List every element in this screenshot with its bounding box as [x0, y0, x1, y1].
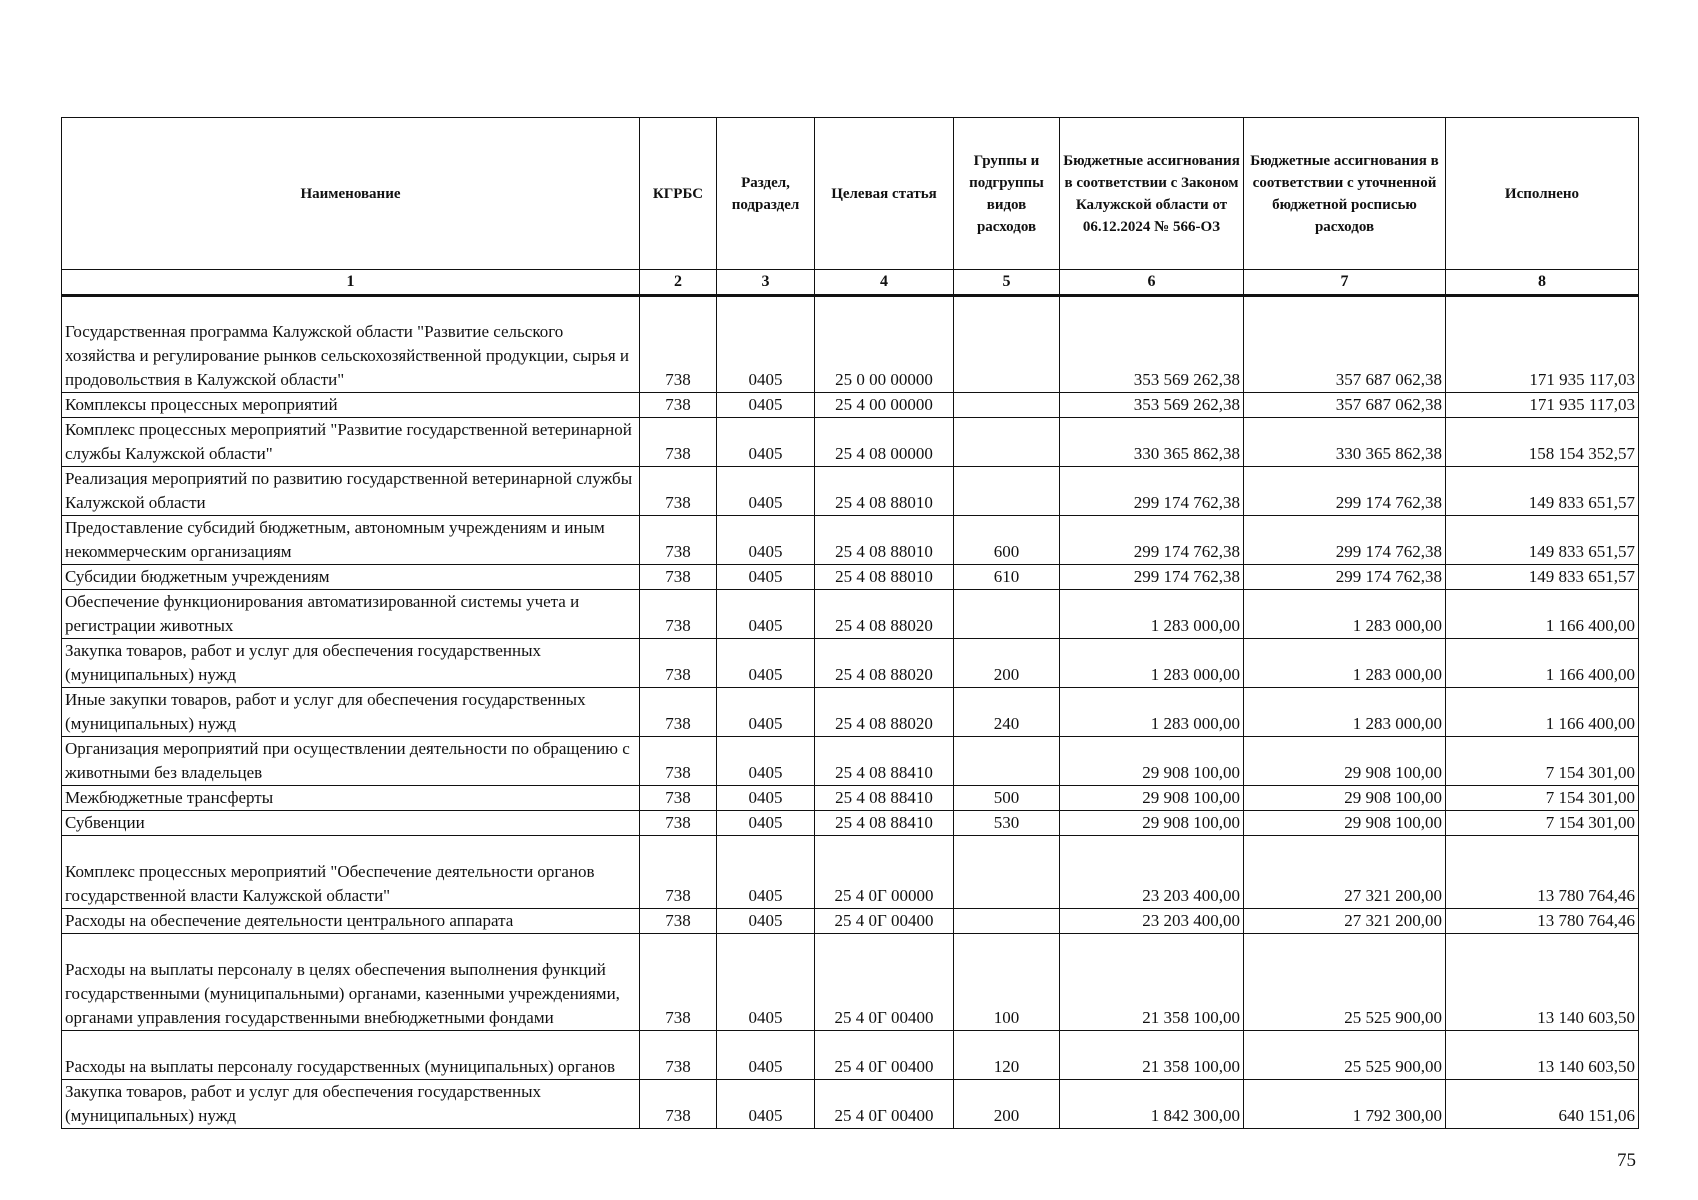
row-name: Иные закупки товаров, работ и услуг для обеспечения государственных (муниципальных) нужд	[62, 688, 640, 737]
row-name: Расходы на выплаты персоналу в целях обеспечения выполнения функций государственными (муниципальными) органами, казенными учреждениями, органами управления государственными внебюджетными фондами	[62, 934, 640, 1031]
row-kgrbs: 738	[640, 296, 717, 393]
row-refined-amount: 25 525 900,00	[1244, 934, 1446, 1031]
row-target: 25 4 0Г 00400	[815, 1080, 954, 1129]
row-group: 100	[954, 934, 1060, 1031]
row-law-amount: 29 908 100,00	[1060, 737, 1244, 786]
row-section: 0405	[717, 467, 815, 516]
row-name: Расходы на выплаты персоналу государственных (муниципальных) органов	[62, 1031, 640, 1080]
row-law-amount: 330 365 862,38	[1060, 418, 1244, 467]
row-executed-amount: 13 140 603,50	[1446, 1031, 1639, 1080]
row-kgrbs: 738	[640, 565, 717, 590]
row-refined-amount: 357 687 062,38	[1244, 393, 1446, 418]
row-law-amount: 21 358 100,00	[1060, 934, 1244, 1031]
row-refined-amount: 29 908 100,00	[1244, 737, 1446, 786]
row-section: 0405	[717, 639, 815, 688]
row-law-amount: 29 908 100,00	[1060, 786, 1244, 811]
row-law-amount: 353 569 262,38	[1060, 296, 1244, 393]
row-group	[954, 296, 1060, 393]
header-row	[62, 118, 1639, 270]
row-target: 25 4 0Г 00400	[815, 1031, 954, 1080]
row-refined-amount: 29 908 100,00	[1244, 786, 1446, 811]
row-group	[954, 393, 1060, 418]
table-row	[62, 565, 1639, 590]
row-law-amount: 1 283 000,00	[1060, 590, 1244, 639]
table-row	[62, 688, 1639, 737]
column-number: 3	[717, 270, 815, 296]
row-section: 0405	[717, 909, 815, 934]
row-kgrbs: 738	[640, 516, 717, 565]
row-kgrbs: 738	[640, 688, 717, 737]
column-number: 2	[640, 270, 717, 296]
row-refined-amount: 299 174 762,38	[1244, 467, 1446, 516]
row-name: Комплексы процессных мероприятий	[62, 393, 640, 418]
row-target: 25 4 08 88020	[815, 590, 954, 639]
row-refined-amount: 299 174 762,38	[1244, 565, 1446, 590]
row-target: 25 4 0Г 00400	[815, 909, 954, 934]
row-executed-amount: 7 154 301,00	[1446, 811, 1639, 836]
row-name: Реализация мероприятий по развитию государственной ветеринарной службы Калужской области	[62, 467, 640, 516]
row-executed-amount: 149 833 651,57	[1446, 565, 1639, 590]
row-executed-amount: 7 154 301,00	[1446, 786, 1639, 811]
row-executed-amount: 1 166 400,00	[1446, 639, 1639, 688]
row-executed-amount: 149 833 651,57	[1446, 467, 1639, 516]
row-refined-amount: 357 687 062,38	[1244, 296, 1446, 393]
row-kgrbs: 738	[640, 811, 717, 836]
row-kgrbs: 738	[640, 737, 717, 786]
row-name: Закупка товаров, работ и услуг для обеспечения государственных (муниципальных) нужд	[62, 1080, 640, 1129]
row-law-amount: 29 908 100,00	[1060, 811, 1244, 836]
column-number-row	[62, 270, 1639, 296]
row-refined-amount: 299 174 762,38	[1244, 516, 1446, 565]
row-law-amount: 23 203 400,00	[1060, 836, 1244, 909]
row-target: 25 4 08 88010	[815, 565, 954, 590]
column-number: 4	[815, 270, 954, 296]
row-name: Закупка товаров, работ и услуг для обеспечения государственных (муниципальных) нужд	[62, 639, 640, 688]
row-section: 0405	[717, 565, 815, 590]
table-row	[62, 811, 1639, 836]
table-row	[62, 393, 1639, 418]
row-kgrbs: 738	[640, 836, 717, 909]
row-executed-amount: 640 151,06	[1446, 1080, 1639, 1129]
row-section: 0405	[717, 296, 815, 393]
row-section: 0405	[717, 418, 815, 467]
table-row	[62, 418, 1639, 467]
row-target: 25 4 08 88010	[815, 516, 954, 565]
budget-table	[61, 117, 1639, 1129]
row-law-amount: 1 283 000,00	[1060, 639, 1244, 688]
row-refined-amount: 1 283 000,00	[1244, 590, 1446, 639]
row-executed-amount: 13 780 764,46	[1446, 909, 1639, 934]
table-row	[62, 1031, 1639, 1080]
row-group: 600	[954, 516, 1060, 565]
row-name: Обеспечение функционирования автоматизированной системы учета и регистрации животных	[62, 590, 640, 639]
row-name: Расходы на обеспечение деятельности центрального аппарата	[62, 909, 640, 934]
row-target: 25 4 08 88410	[815, 811, 954, 836]
row-target: 25 4 0Г 00400	[815, 934, 954, 1031]
row-group	[954, 909, 1060, 934]
row-name: Государственная программа Калужской области "Развитие сельского хозяйства и регулирование рынков сельскохозяйственной продукции, сырья и продовольствия в Калужской области"	[62, 296, 640, 393]
row-executed-amount: 7 154 301,00	[1446, 737, 1639, 786]
table-row	[62, 836, 1639, 909]
table-row	[62, 590, 1639, 639]
row-group: 200	[954, 1080, 1060, 1129]
row-group	[954, 836, 1060, 909]
row-target: 25 4 0Г 00000	[815, 836, 954, 909]
row-executed-amount: 158 154 352,57	[1446, 418, 1639, 467]
row-refined-amount: 1 792 300,00	[1244, 1080, 1446, 1129]
row-section: 0405	[717, 516, 815, 565]
row-kgrbs: 738	[640, 418, 717, 467]
row-group: 240	[954, 688, 1060, 737]
row-section: 0405	[717, 1031, 815, 1080]
table-row	[62, 909, 1639, 934]
row-law-amount: 23 203 400,00	[1060, 909, 1244, 934]
header-law: Бюджетные ассигнования в соответствии с Законом Калужской области от 06.12.2024 № 566-ОЗ	[1060, 118, 1244, 270]
table-row	[62, 786, 1639, 811]
row-law-amount: 21 358 100,00	[1060, 1031, 1244, 1080]
column-number: 8	[1446, 270, 1639, 296]
row-name: Комплекс процессных мероприятий "Обеспечение деятельности органов государственной власти Калужской области"	[62, 836, 640, 909]
row-law-amount: 299 174 762,38	[1060, 516, 1244, 565]
column-number: 5	[954, 270, 1060, 296]
row-executed-amount: 13 140 603,50	[1446, 934, 1639, 1031]
row-executed-amount: 13 780 764,46	[1446, 836, 1639, 909]
row-refined-amount: 1 283 000,00	[1244, 639, 1446, 688]
header-executed: Исполнено	[1446, 118, 1639, 270]
row-kgrbs: 738	[640, 1031, 717, 1080]
row-law-amount: 299 174 762,38	[1060, 565, 1244, 590]
row-target: 25 4 08 88410	[815, 737, 954, 786]
row-section: 0405	[717, 737, 815, 786]
table-row	[62, 934, 1639, 1031]
header-group: Группы и подгруппы видов расходов	[954, 118, 1060, 270]
row-refined-amount: 330 365 862,38	[1244, 418, 1446, 467]
table-header	[62, 118, 1639, 296]
row-section: 0405	[717, 934, 815, 1031]
row-name: Организация мероприятий при осуществлении деятельности по обращению с животными без владельцев	[62, 737, 640, 786]
table-row	[62, 1080, 1639, 1129]
table-body	[62, 296, 1639, 1129]
row-section: 0405	[717, 688, 815, 737]
header-target: Целевая статья	[815, 118, 954, 270]
row-group	[954, 418, 1060, 467]
row-section: 0405	[717, 836, 815, 909]
row-target: 25 4 00 00000	[815, 393, 954, 418]
row-executed-amount: 171 935 117,03	[1446, 393, 1639, 418]
row-name: Межбюджетные трансферты	[62, 786, 640, 811]
row-group: 120	[954, 1031, 1060, 1080]
row-executed-amount: 171 935 117,03	[1446, 296, 1639, 393]
column-number: 6	[1060, 270, 1244, 296]
row-group: 200	[954, 639, 1060, 688]
row-kgrbs: 738	[640, 467, 717, 516]
row-target: 25 0 00 00000	[815, 296, 954, 393]
row-executed-amount: 1 166 400,00	[1446, 590, 1639, 639]
row-kgrbs: 738	[640, 639, 717, 688]
row-law-amount: 353 569 262,38	[1060, 393, 1244, 418]
row-law-amount: 1 283 000,00	[1060, 688, 1244, 737]
row-name: Предоставление субсидий бюджетным, автономным учреждениям и иным некоммерческим организациям	[62, 516, 640, 565]
row-target: 25 4 08 88020	[815, 688, 954, 737]
row-target: 25 4 08 88010	[815, 467, 954, 516]
row-group	[954, 590, 1060, 639]
row-section: 0405	[717, 393, 815, 418]
row-refined-amount: 27 321 200,00	[1244, 836, 1446, 909]
row-kgrbs: 738	[640, 786, 717, 811]
header-kgrbs: КГРБС	[640, 118, 717, 270]
row-group: 610	[954, 565, 1060, 590]
header-section: Раздел, подраздел	[717, 118, 815, 270]
row-name: Субвенции	[62, 811, 640, 836]
row-refined-amount: 29 908 100,00	[1244, 811, 1446, 836]
row-target: 25 4 08 88410	[815, 786, 954, 811]
row-target: 25 4 08 00000	[815, 418, 954, 467]
row-law-amount: 299 174 762,38	[1060, 467, 1244, 516]
row-section: 0405	[717, 1080, 815, 1129]
header-refined: Бюджетные ассигнования в соответствии с уточненной бюджетной росписью расходов	[1244, 118, 1446, 270]
row-kgrbs: 738	[640, 1080, 717, 1129]
row-executed-amount: 1 166 400,00	[1446, 688, 1639, 737]
row-section: 0405	[717, 590, 815, 639]
row-law-amount: 1 842 300,00	[1060, 1080, 1244, 1129]
table-row	[62, 639, 1639, 688]
row-group: 530	[954, 811, 1060, 836]
row-kgrbs: 738	[640, 590, 717, 639]
row-executed-amount: 149 833 651,57	[1446, 516, 1639, 565]
row-kgrbs: 738	[640, 934, 717, 1031]
row-kgrbs: 738	[640, 909, 717, 934]
row-group	[954, 467, 1060, 516]
row-refined-amount: 25 525 900,00	[1244, 1031, 1446, 1080]
row-group	[954, 737, 1060, 786]
row-section: 0405	[717, 786, 815, 811]
row-kgrbs: 738	[640, 393, 717, 418]
row-refined-amount: 27 321 200,00	[1244, 909, 1446, 934]
header-name: Наименование	[62, 118, 640, 270]
row-group: 500	[954, 786, 1060, 811]
row-section: 0405	[717, 811, 815, 836]
row-target: 25 4 08 88020	[815, 639, 954, 688]
page-number: 75	[1617, 1150, 1636, 1171]
row-name: Комплекс процессных мероприятий "Развитие государственной ветеринарной службы Калужской области"	[62, 418, 640, 467]
column-number: 1	[62, 270, 640, 296]
table-row	[62, 467, 1639, 516]
row-refined-amount: 1 283 000,00	[1244, 688, 1446, 737]
table-row	[62, 296, 1639, 393]
column-number: 7	[1244, 270, 1446, 296]
table-row	[62, 737, 1639, 786]
row-name: Субсидии бюджетным учреждениям	[62, 565, 640, 590]
table-row	[62, 516, 1639, 565]
